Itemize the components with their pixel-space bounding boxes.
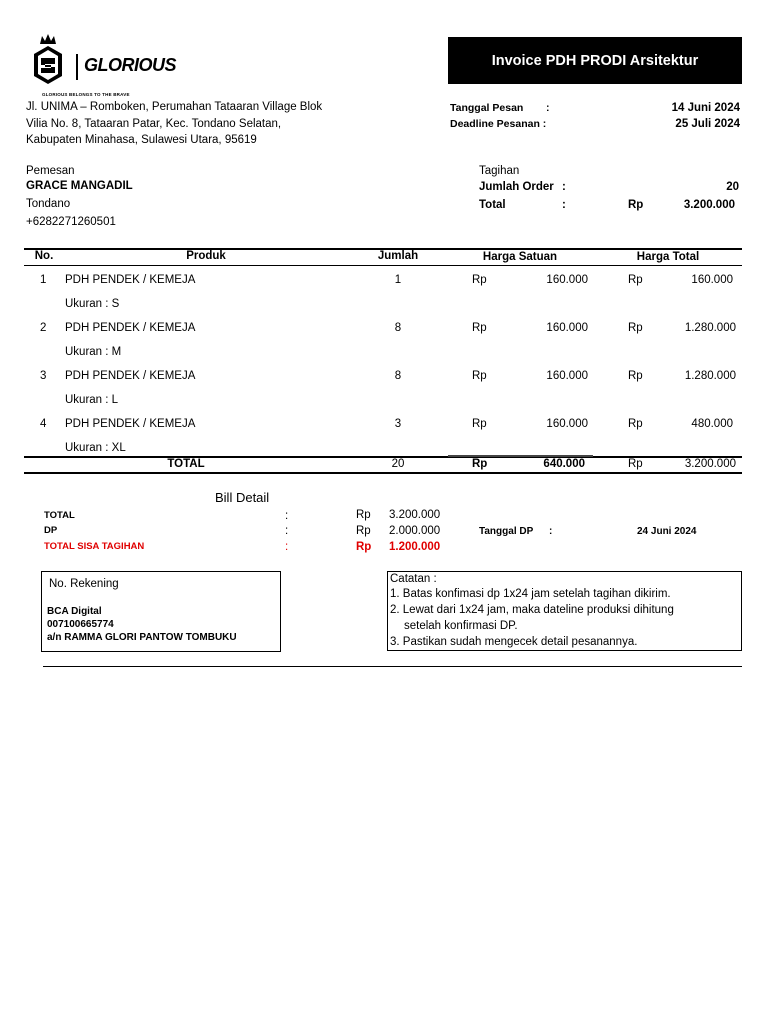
order-qty-label: Jumlah Order: [479, 181, 554, 193]
company-logo: [28, 30, 178, 100]
row-product: PDH PENDEK / KEMEJA: [65, 370, 196, 382]
bill-dp-currency: Rp: [356, 525, 371, 537]
row-size: Ukuran : S: [65, 298, 120, 310]
bill-total-value: 3.200.000: [389, 509, 441, 521]
unit-total-highlight-border: [448, 455, 593, 457]
customer-label: Pemesan: [26, 165, 75, 177]
customer-name: GRACE MANGADIL: [26, 180, 133, 192]
row-total-currency: Rp: [628, 274, 643, 286]
order-date-label: Tanggal Pesan: [450, 102, 524, 114]
remaining-colon: :: [285, 541, 289, 553]
row-product: PDH PENDEK / KEMEJA: [65, 418, 196, 430]
account-box: [41, 571, 281, 652]
address-line-1: Jl. UNIMA – Romboken, Perumahan Tataaran Village Blok: [26, 101, 323, 113]
logo-tagline: GLORIOUS BELONGS TO THE BRAVE: [42, 92, 130, 97]
account-label: No. Rekening: [49, 578, 119, 590]
row-size: Ukuran : L: [65, 394, 119, 406]
billing-label: Tagihan: [479, 165, 520, 177]
row-total-price: 1.280.000: [684, 370, 736, 382]
row-total-currency: Rp: [628, 418, 643, 430]
billing-total-label: Total: [479, 199, 506, 211]
row-total-currency: Rp: [628, 322, 643, 334]
logo-emblem-icon: [28, 32, 68, 88]
notes-box: [387, 571, 742, 651]
note-line-2-cont: setelah konfirmasi DP.: [404, 620, 518, 632]
row-unit-currency: Rp: [472, 370, 487, 382]
bill-total-currency: Rp: [356, 509, 371, 521]
billing-total-colon: :: [562, 199, 566, 211]
table-bottom-border: [24, 472, 742, 474]
account-holder: a/n RAMMA GLORI PANTOW TOMBUKU: [47, 632, 237, 643]
row-no: 3: [40, 370, 47, 382]
address-line-3: Kabupaten Minahasa, Sulawesi Utara, 95619: [26, 134, 257, 146]
invoice-title: Invoice PDH PRODI Arsitektur: [448, 37, 742, 84]
bottom-divider: [43, 666, 742, 667]
row-unit-price: 160.000: [546, 370, 588, 382]
row-qty: 8: [394, 322, 402, 334]
remaining-currency: Rp: [356, 541, 372, 553]
deadline-label: Deadline Pesanan :: [450, 118, 547, 130]
table-total-unit-currency: Rp: [472, 458, 488, 470]
row-size: Ukuran : M: [65, 346, 122, 358]
notes-label: Catatan :: [390, 573, 437, 585]
logo-wordmark: GLORIOUS: [84, 55, 177, 75]
note-line-1: 1. Batas konfimasi dp 1x24 jam setelah tagihan dikirim.: [390, 588, 671, 600]
remaining-label: TOTAL SISA TAGIHAN: [44, 541, 145, 552]
col-header-unit-price: Harga Satuan: [482, 251, 558, 263]
logo-divider: [76, 54, 78, 80]
table-header-border: [24, 265, 742, 266]
row-total-price: 1.280.000: [684, 322, 736, 334]
bill-total-label: TOTAL: [44, 510, 75, 521]
order-date-colon: :: [546, 102, 550, 114]
row-no: 2: [40, 322, 47, 334]
row-unit-currency: Rp: [472, 274, 487, 286]
table-total-qty: 20: [391, 458, 405, 470]
row-qty: 3: [394, 418, 402, 430]
row-no: 1: [40, 274, 47, 286]
row-unit-currency: Rp: [472, 322, 487, 334]
dp-date: 24 Juni 2024: [637, 526, 697, 537]
table-total-price: 3.200.000: [684, 458, 736, 470]
bill-detail-title: Bill Detail: [215, 490, 270, 505]
row-unit-price: 160.000: [546, 322, 588, 334]
row-product: PDH PENDEK / KEMEJA: [65, 274, 196, 286]
account-bank: BCA Digital: [47, 606, 102, 617]
customer-city: Tondano: [26, 198, 71, 210]
remaining-value: 1.200.000: [389, 541, 441, 553]
row-unit-currency: Rp: [472, 418, 487, 430]
order-qty: 20: [726, 181, 739, 193]
order-qty-colon: :: [562, 181, 566, 193]
deadline-date: 25 Juli 2024: [675, 118, 740, 130]
table-total-unit: 640.000: [543, 458, 585, 470]
note-line-3: 3. Pastikan sudah mengecek detail pesanannya.: [390, 636, 638, 648]
billing-total: 3.200.000: [683, 199, 735, 211]
row-total-price: 160.000: [691, 274, 733, 286]
row-qty: 8: [394, 370, 402, 382]
customer-phone: +6282271260501: [26, 216, 116, 228]
table-total-currency: Rp: [628, 458, 643, 470]
dp-date-colon: :: [549, 526, 553, 537]
col-header-product: Produk: [186, 250, 226, 262]
bill-dp-value: 2.000.000: [389, 525, 441, 537]
bill-total-colon: :: [285, 510, 289, 522]
address-line-2: Vilia No. 8, Tataaran Patar, Kec. Tondano Selatan,: [26, 118, 282, 130]
row-total-price: 480.000: [691, 418, 733, 430]
col-header-qty: Jumlah: [377, 250, 419, 262]
row-unit-price: 160.000: [546, 274, 588, 286]
row-size: Ukuran : XL: [65, 442, 126, 454]
row-product: PDH PENDEK / KEMEJA: [65, 322, 196, 334]
row-total-currency: Rp: [628, 370, 643, 382]
order-date: 14 Juni 2024: [671, 102, 740, 114]
billing-total-currency: Rp: [628, 199, 644, 211]
table-total-label: TOTAL: [167, 458, 205, 470]
note-line-2: 2. Lewat dari 1x24 jam, maka dateline produksi dihitung: [390, 604, 674, 616]
col-header-no: No.: [34, 250, 54, 262]
bill-dp-label: DP: [44, 525, 58, 536]
account-number: 007100665774: [47, 619, 114, 630]
row-no: 4: [40, 418, 47, 430]
row-unit-price: 160.000: [546, 418, 588, 430]
col-header-total-price: Harga Total: [636, 251, 700, 263]
row-qty: 1: [394, 274, 402, 286]
bill-dp-colon: :: [285, 525, 289, 537]
dp-date-label: Tanggal DP: [479, 526, 534, 537]
